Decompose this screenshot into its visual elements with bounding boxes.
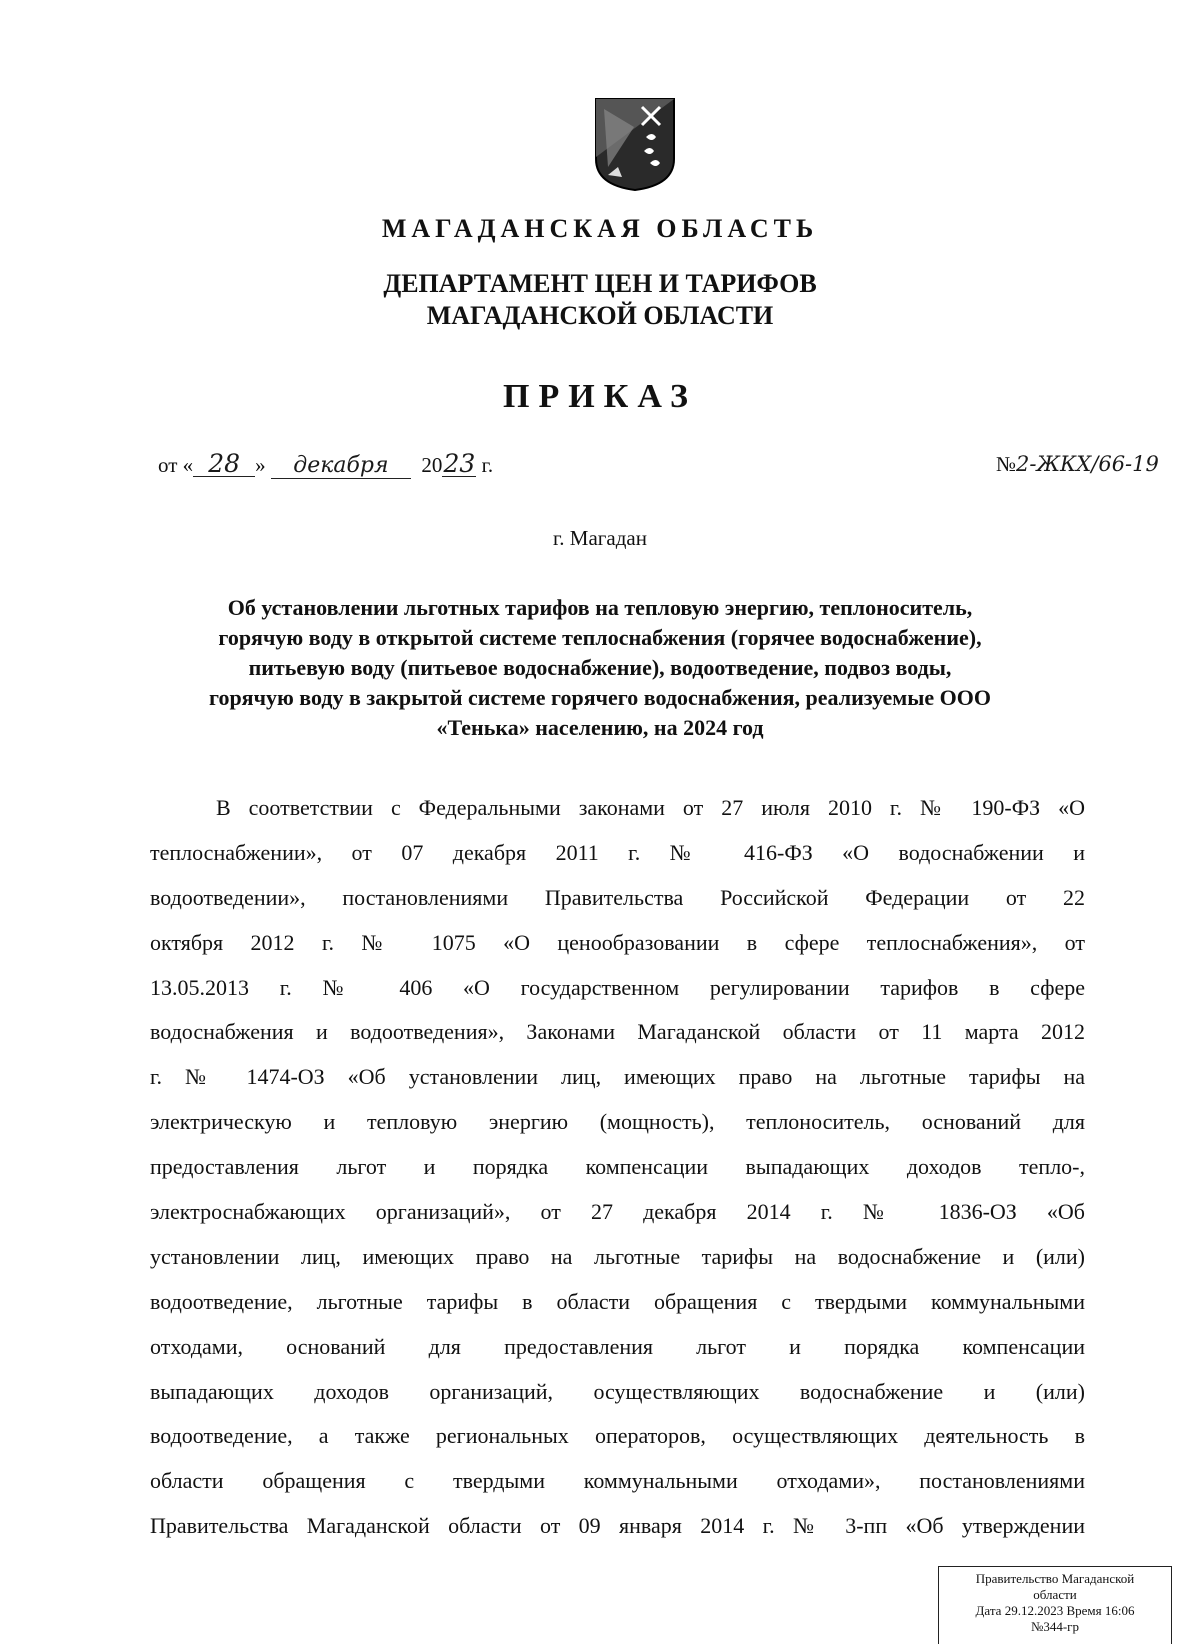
department-title-line1: ДЕПАРТАМЕНТ ЦЕН И ТАРИФОВ [383, 269, 817, 298]
order-number [995, 452, 1159, 477]
body-line-text: теплоснабжении», от 07 декабря 2011 г. № 416-ФЗ «О водоснабжении и [150, 839, 1085, 865]
body-line-text: водоотведение, а также региональных операторов, осуществляющих деятельность в [150, 1423, 1085, 1449]
registration-stamp [938, 1566, 1172, 1644]
body-text [150, 786, 1085, 1549]
order-number-value: 2-ЖКХ/66-19 [1016, 452, 1159, 476]
subject-line: питьевую воду (питьевое водоснабжение), водоотведение, подвоз воды, [248, 655, 952, 680]
body-line-text: водоотведение, льготные тарифы в области обращения с твердыми коммунальными [150, 1288, 1085, 1314]
body-line [150, 1325, 1085, 1370]
body-line [150, 876, 1085, 921]
department-title [0, 268, 1200, 332]
coat-of-arms-emblem [594, 97, 676, 192]
body-line [150, 786, 1085, 831]
stamp-line: Правительство Магаданской [975, 1571, 1135, 1586]
body-line-text: водоснабжения и водоотведения», Законами Магаданской области от 11 марта 2012 [150, 1019, 1085, 1045]
city-label: г. Магадан [553, 526, 647, 550]
body-line-text: установлении лиц, имеющих право на льготные тарифы на водоснабжение и (или) [150, 1243, 1085, 1269]
body-line [150, 1504, 1085, 1549]
body-line [150, 1235, 1085, 1280]
body-line [150, 1145, 1085, 1190]
body-line [150, 921, 1085, 966]
order-number-prefix: № [995, 452, 1016, 476]
date-month: декабря [271, 454, 411, 479]
body-line-text: предоставления льгот и порядка компенсации выпадающих доходов тепло-, [150, 1154, 1085, 1180]
date-day: 28 [193, 452, 255, 477]
body-line [150, 831, 1085, 876]
body-line [150, 1055, 1085, 1100]
date-mid: » [255, 453, 266, 477]
body-line-text: водоотведении», постановлениями Правительства Российской Федерации от 22 [150, 884, 1085, 910]
date-suffix: г. [481, 453, 494, 477]
subject-line: горячую воду в открытой системе теплоснабжения (горячее водоснабжение), [218, 625, 982, 650]
body-line [150, 1414, 1085, 1459]
subject-line: Об установлении льготных тарифов на тепловую энергию, теплоноситель, [227, 595, 973, 620]
body-line-text: г. № 1474-ОЗ «Об установлении лиц, имеющих право на льготные тарифы на [150, 1064, 1085, 1090]
body-line-text: 13.05.2013 г. № 406 «О государственном регулировании тарифов в сфере [150, 974, 1085, 1000]
body-line-text: электрическую и тепловую энергию (мощность), теплоноситель, оснований для [150, 1109, 1085, 1135]
department-title-line2: МАГАДАНСКОЙ ОБЛАСТИ [426, 301, 774, 330]
subject-line: горячую воду в закрытой системе горячего водоснабжения, реализуемые ООО [209, 685, 991, 710]
stamp-line: Дата 29.12.2023 Время 16:06 [975, 1603, 1135, 1618]
order-date [158, 449, 494, 479]
body-line-text: Правительства Магаданской области от 09 января 2014 г. № 3-пп «Об утверждении [150, 1513, 1085, 1539]
body-line [150, 1459, 1085, 1504]
body-line [150, 1010, 1085, 1055]
date-year-suffix: 23 [443, 449, 476, 478]
body-line-text: октября 2012 г. № 1075 «О ценообразовании в сфере теплоснабжения», от [150, 929, 1085, 955]
stamp-line: №344-гр [1030, 1619, 1080, 1634]
body-line-text: выпадающих доходов организаций, осуществляющих водоснабжение и (или) [150, 1378, 1085, 1404]
body-line [150, 1370, 1085, 1415]
body-line-text: В соответствии с Федеральными законами от 27 июля 2010 г. № 190-ФЗ «О [216, 795, 1085, 820]
date-year-prefix: 20 [421, 453, 443, 477]
order-subject [150, 593, 1050, 743]
stamp-line: области [1033, 1587, 1077, 1602]
region-title: МАГАДАНСКАЯ ОБЛАСТЬ [381, 214, 819, 243]
date-prefix: от « [158, 453, 194, 477]
body-line [150, 966, 1085, 1011]
body-line-text: электроснабжающих организаций», от 27 декабря 2014 г. № 1836-ОЗ «Об [150, 1199, 1085, 1225]
document-type-title: ПРИКАЗ [503, 378, 697, 415]
body-line [150, 1190, 1085, 1235]
body-line-text: отходами, оснований для предоставления льгот и порядка компенсации [150, 1333, 1085, 1359]
body-line-text: области обращения с твердыми коммунальными отходами», постановлениями [150, 1468, 1085, 1494]
subject-line: «Тенька» населению, на 2024 год [436, 715, 764, 740]
body-line [150, 1280, 1085, 1325]
body-line [150, 1100, 1085, 1145]
